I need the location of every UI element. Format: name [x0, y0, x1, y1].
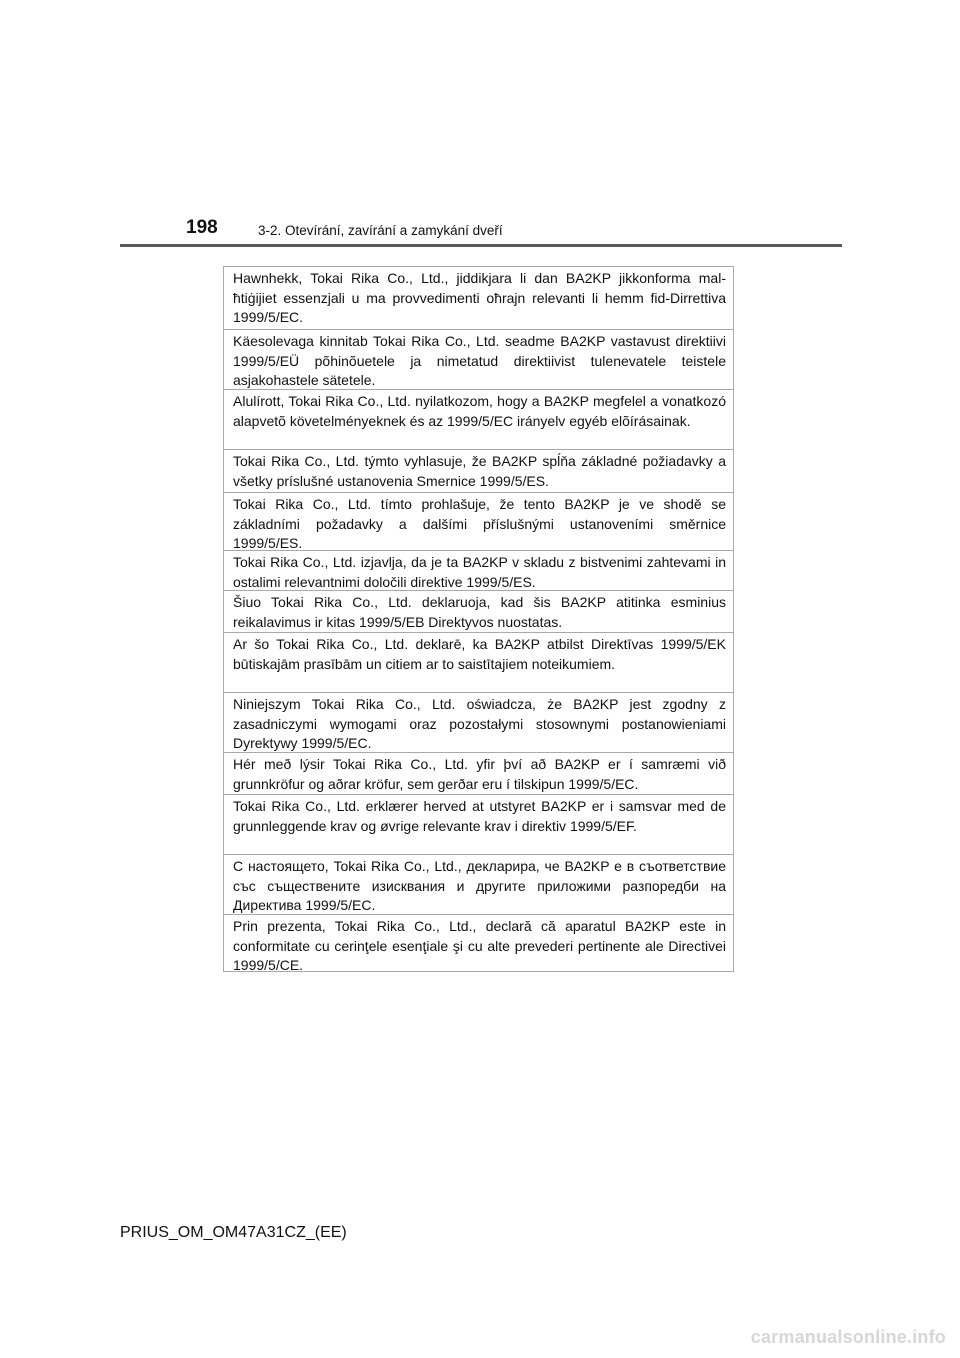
declaration-slovenian: Tokai Rika Co., Ltd. izjavlja, da je ta BA2KP v skladu z bistvenimi zahtevami in ostalimi relevantnimi določili direktive 1999/5/ES. [224, 550, 733, 590]
watermark: carmanualsonline.info [750, 1327, 946, 1347]
declaration-romanian: Prin prezenta, Tokai Rika Co., Ltd., declară că aparatul BA2KP este in conformitate cu cerinţele esenţiale şi cu alte prevederi pertinente ale Directivei 1999/5/CE. [224, 914, 733, 971]
declaration-polish: Niniejszym Tokai Rika Co., Ltd. oświadcza, że BA2KP jest zgodny z zasadniczymi wymogami oraz pozostałymi stosownymi postanowieniami Dyrektywy 1999/5/EC. [224, 692, 733, 752]
declaration-slovak: Tokai Rika Co., Ltd. týmto vyhlasuje, že BA2KP spĺňa základné požiadavky a všetky príslušné ustanovenia Smernice 1999/5/ES. [224, 449, 733, 492]
declaration-maltese: Hawnhekk, Tokai Rika Co., Ltd., jiddikjara li dan BA2KP jikkonforma mal-ħtiġijiet essenzjali u ma provvedimenti oħrajn relevanti li hemm fid-Dirrettiva 1999/5/EC. [233, 270, 726, 326]
declaration-norwegian: Tokai Rika Co., Ltd. erklærer herved at utstyret BA2KP er i samsvar med de grunnleggende krav og øvrige relevante krav i direktiv 1999/5/EF. [224, 794, 733, 854]
declaration-bulgarian: С настоящето, Tokai Rika Co., Ltd., декларира, че BA2KP е в съответствие със съществените изисквания и другите приложими разпоредби на Директива 1999/5/ЕС. [224, 854, 733, 914]
declarations-table [223, 266, 734, 972]
declaration-czech: Tokai Rika Co., Ltd. tímto prohlašuje, že tento BA2KP je ve shodě se základními požadavky a dalšími příslušnými ustanoveními směrnice 1999/5/ES. [224, 492, 733, 550]
declaration-hungarian: Alulírott, Tokai Rika Co., Ltd. nyilatkozom, hogy a BA2KP megfelel a vonatkozó alapvetõ követelményeknek és az 1999/5/EC irányelv egyéb elõírásainak. [224, 389, 733, 449]
section-title: 3-2. Otevírání, zavírání a zamykání dveří [258, 223, 503, 238]
declaration-lithuanian: Šiuo Tokai Rika Co., Ltd. deklaruoja, kad šis BA2KP atitinka esminius reikalavimus ir kitas 1999/5/EB Direktyvos nuostatas. [224, 590, 733, 632]
declaration-latvian: Ar šo Tokai Rika Co., Ltd. deklarē, ka BA2KP atbilst Direktīvas 1999/5/EK būtiskajām prasībām un citiem ar to saistītajiem noteikumiem. [224, 632, 733, 692]
declaration-estonian: Käesolevaga kinnitab Tokai Rika Co., Ltd. seadme BA2KP vastavust direktiivi 1999/5/EÜ põhinõuetele ja nimetatud direktiivist tulenevatele teistele asjakohastele sätetele. [224, 329, 733, 389]
declaration-icelandic: Hér með lýsir Tokai Rika Co., Ltd. yfir því að BA2KP er í samræmi við grunnkröfur og aðrar kröfur, sem gerðar eru í tilskipun 1999/5/EC. [224, 752, 733, 794]
header-rule [120, 244, 842, 247]
document-code: PRIUS_OM_OM47A31CZ_(EE) [120, 1224, 347, 1241]
page-number: 198 [186, 217, 218, 238]
